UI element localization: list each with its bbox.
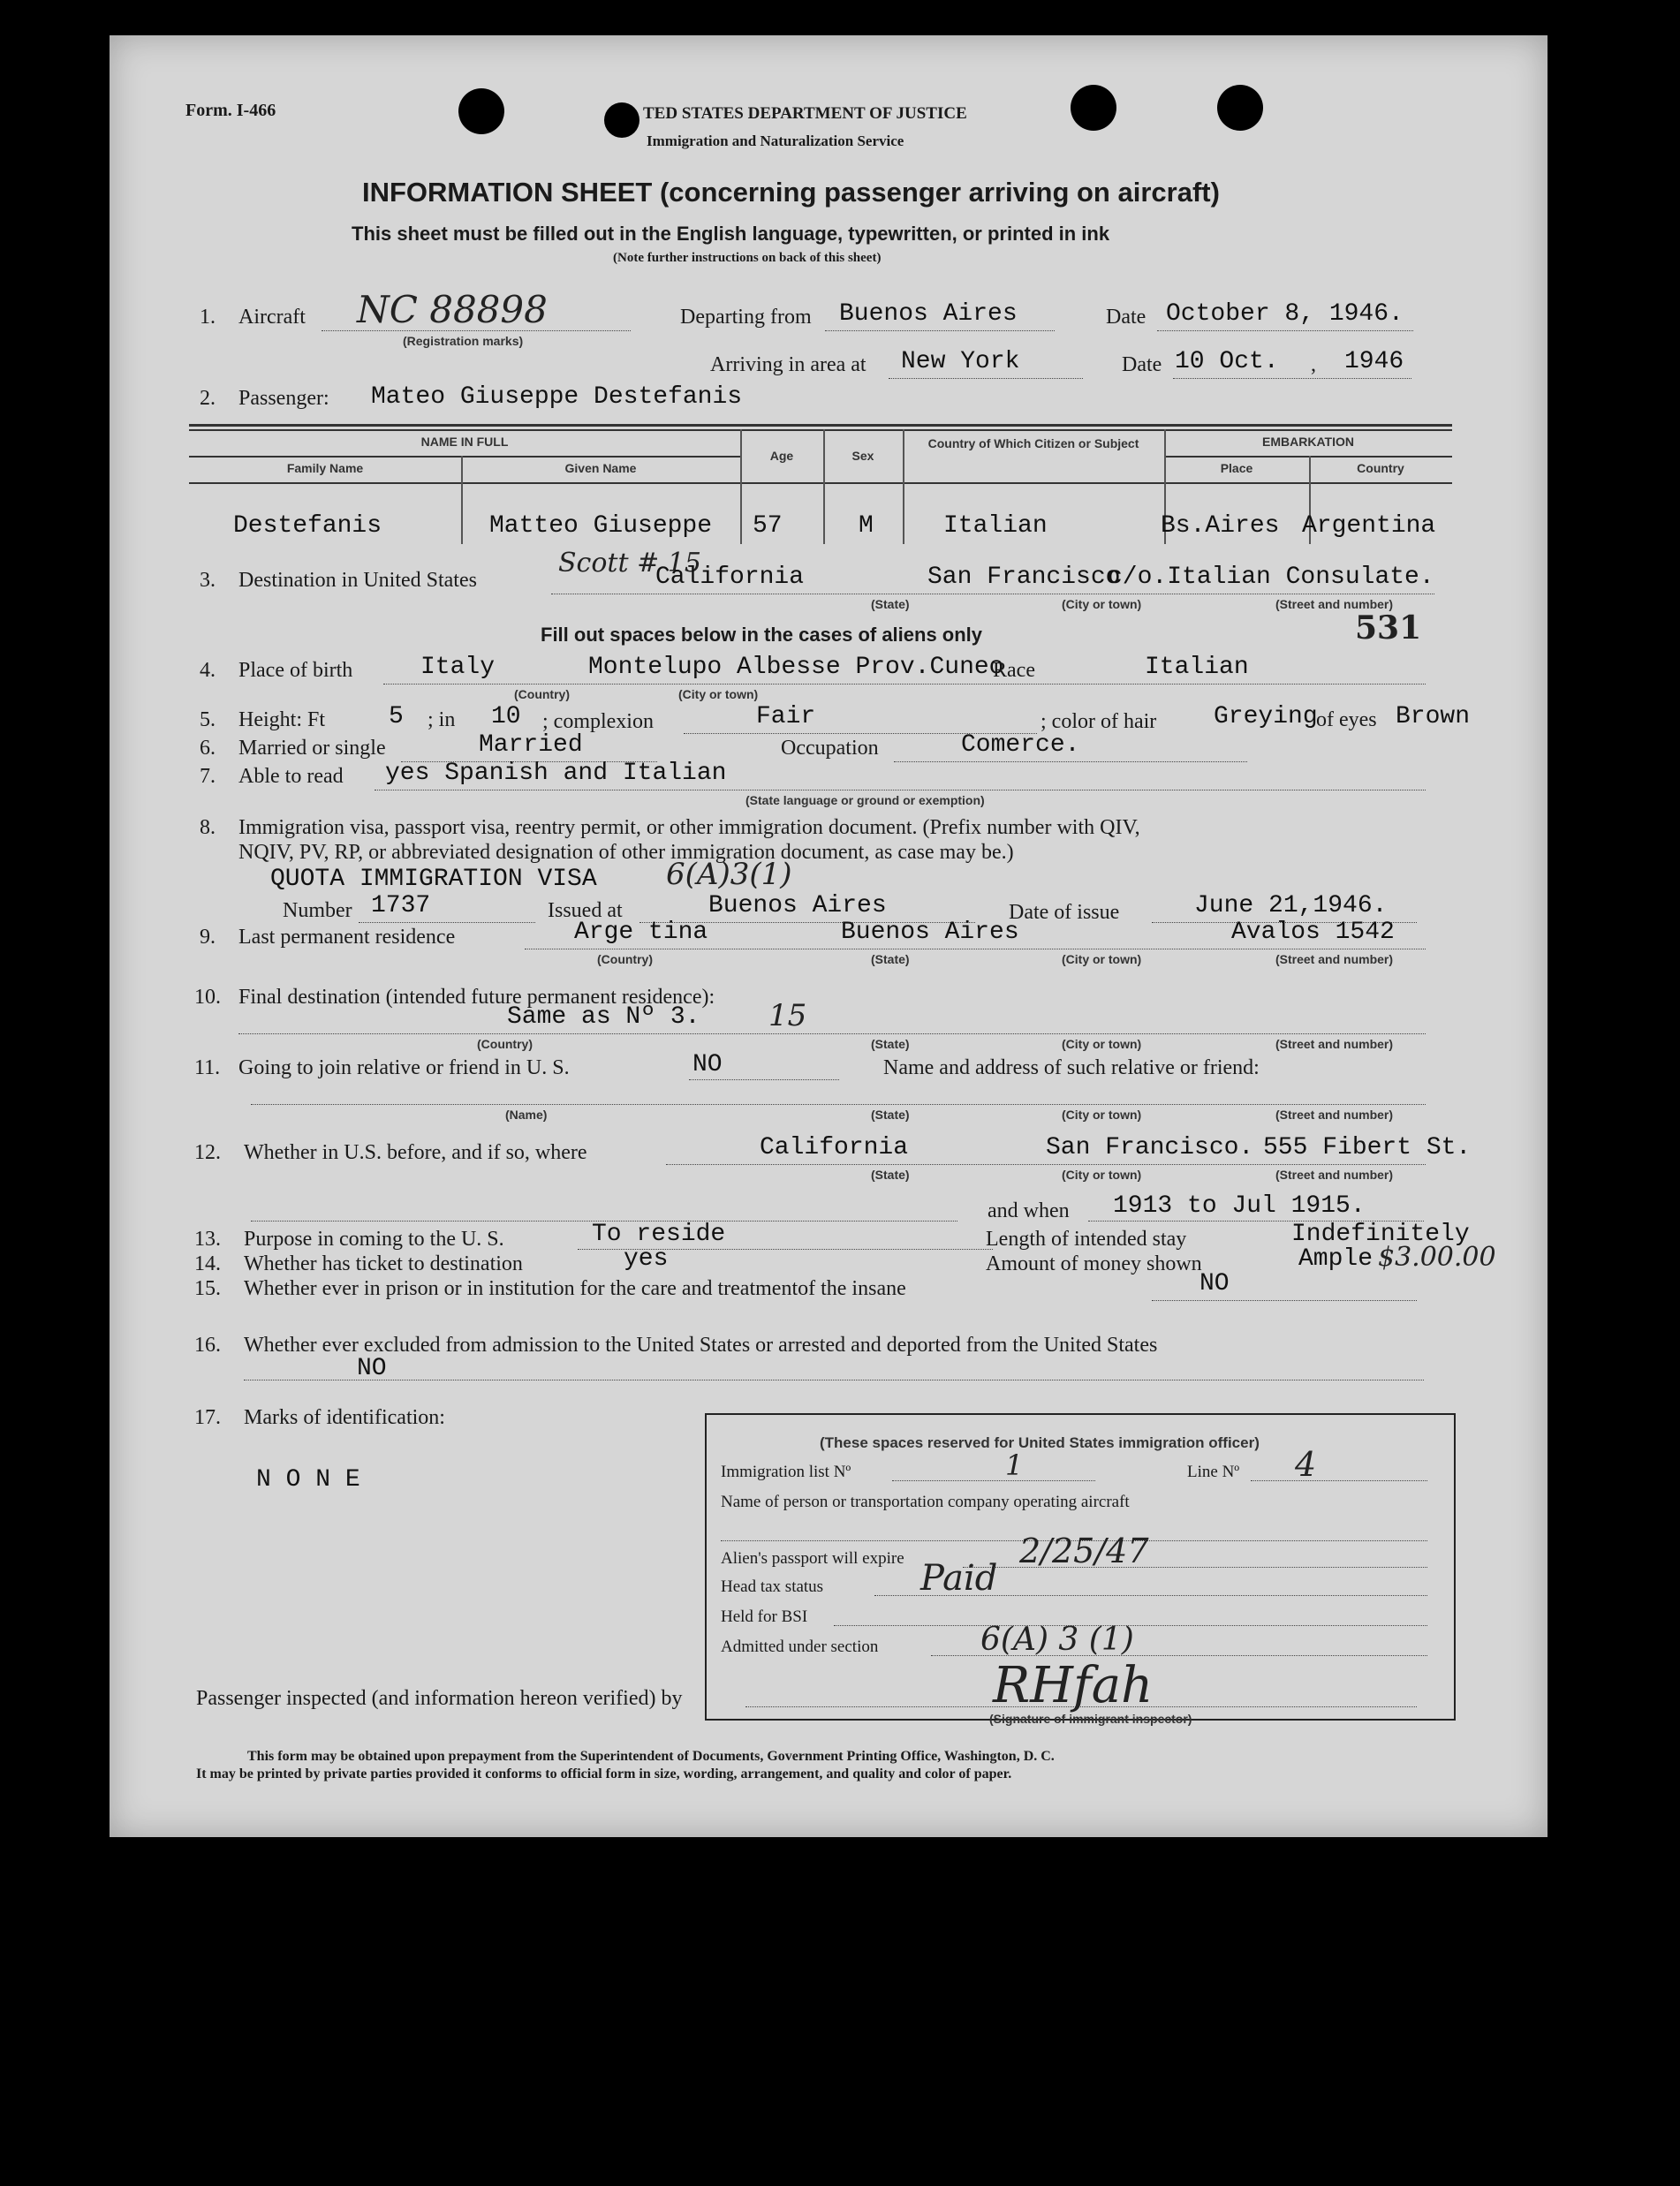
- field-line: [251, 1104, 1426, 1105]
- aliens-note: Fill out spaces below in the cases of aliens only: [541, 624, 983, 646]
- complexion-value: Fair: [756, 703, 816, 730]
- when-value: 1913 to Jul 1915.: [1113, 1192, 1366, 1220]
- passport-value: 2/25/47: [1019, 1532, 1149, 1570]
- list-value: 1: [1005, 1449, 1024, 1482]
- aircraft-value: NC 88898: [357, 288, 548, 331]
- birth-label: Place of birth: [238, 659, 353, 682]
- issued-value: Buenos Aires: [708, 892, 887, 919]
- join-value: NO: [692, 1051, 723, 1078]
- state-caption: (State): [871, 1168, 910, 1182]
- race-value: Italian: [1145, 654, 1249, 681]
- date-label: Date: [1106, 306, 1146, 329]
- service: Immigration and Naturalization Service: [647, 132, 904, 149]
- item-number: 4.: [200, 659, 216, 682]
- street-caption: (Street and number): [1275, 952, 1394, 966]
- height-ft: 5: [389, 703, 404, 730]
- item-number: 2.: [200, 387, 216, 410]
- field-line: [1173, 378, 1411, 379]
- field-line: [238, 1033, 1426, 1034]
- ticket-label: Whether has ticket to destination: [244, 1252, 523, 1275]
- name-label: Name of person or transportation company operating aircraft: [721, 1493, 1130, 1511]
- family-name-header: Family Name: [286, 461, 364, 475]
- birth-city: Montelupo Albesse Prov.Cuneo: [588, 654, 1004, 681]
- punch-hole: [458, 88, 504, 134]
- street-caption: (Street and number): [1275, 597, 1394, 611]
- field-line: [383, 684, 1426, 685]
- height-in: 10: [491, 703, 521, 730]
- visa-text-1: Immigration visa, passport visa, reentry permit, or other immigration document. (Prefix number with QIV,: [238, 816, 1140, 839]
- height-label: Height: Ft: [238, 708, 326, 731]
- city-caption: (City or town): [1062, 1168, 1142, 1182]
- item-number: 12.: [194, 1141, 221, 1164]
- passport-label: Alien's passport will expire: [721, 1549, 904, 1568]
- age-cell: 57: [753, 512, 783, 540]
- footer-line-1: This form may be obtained upon prepayment from the Superintendent of Documents, Government Printing Office, Washington, D. C.: [247, 1749, 1055, 1764]
- place-header: Place: [1220, 461, 1253, 475]
- place-cell: Bs.Aires: [1161, 512, 1280, 540]
- item-number: 15.: [194, 1277, 221, 1300]
- before-street: 555 Fibert St.: [1263, 1134, 1472, 1161]
- citizen-cell: Italian: [943, 512, 1048, 540]
- admitted-label: Admitted under section: [721, 1638, 879, 1656]
- field-line: [825, 330, 1055, 331]
- inspector-signature: RHfah: [993, 1657, 1154, 1714]
- country-caption: (Country): [514, 687, 570, 701]
- signature-caption: (Signature of immigrant inspector): [989, 1712, 1192, 1726]
- destination-city: San Francisco: [927, 564, 1121, 591]
- eyes-value: Brown: [1396, 703, 1471, 730]
- state-caption: (State): [871, 1037, 910, 1051]
- arriving-value: New York: [901, 348, 1020, 375]
- embarkation-header: EMBARKATION: [1262, 435, 1354, 449]
- field-line: [894, 761, 1247, 762]
- sex-header: Sex: [851, 449, 874, 463]
- name-caption: (Name): [505, 1108, 548, 1122]
- before-city: San Francisco.: [1046, 1134, 1254, 1161]
- sex-cell: M: [859, 512, 874, 540]
- departing-label: Departing from: [680, 306, 812, 329]
- age-header: Age: [769, 449, 794, 463]
- item-number: 5.: [200, 708, 216, 731]
- field-line: [1251, 1480, 1427, 1481]
- occupation-label: Occupation: [781, 737, 879, 760]
- final-label: Final destination (intended future permanent residence):: [238, 986, 715, 1009]
- annotation-531: 531: [1355, 609, 1422, 647]
- table-rule: [189, 456, 740, 458]
- visa-text-2: NQIV, PV, RP, or abbreviated designation of other immigration document, as case may be.): [238, 841, 1014, 864]
- departing-date: October 8, 1946.: [1166, 300, 1404, 328]
- note: (Note further instructions on back of this sheet): [613, 251, 882, 265]
- inspected-label: Passenger inspected (and information hereon verified) by: [196, 1687, 683, 1710]
- stay-label: Length of intended stay: [986, 1228, 1187, 1251]
- item-number: 11.: [194, 1056, 221, 1079]
- country-cell: Argentina: [1302, 512, 1436, 540]
- reg-marks-caption: (Registration marks): [403, 334, 524, 348]
- birth-country: Italy: [420, 654, 496, 681]
- emb-country-header: Country: [1357, 461, 1404, 475]
- passenger-value: Mateo Giuseppe Destefanis: [371, 383, 743, 411]
- item-number: 17.: [194, 1406, 221, 1429]
- visa-handwritten: 6(A)3(1): [666, 857, 792, 892]
- item-number: 8.: [200, 816, 216, 839]
- punch-hole: [604, 102, 639, 138]
- field-line: [666, 1164, 1426, 1165]
- punch-hole: [1217, 85, 1263, 131]
- residence-country: Arge tina: [574, 919, 708, 946]
- department: TED STATES DEPARTMENT OF JUSTICE: [643, 104, 967, 123]
- street-caption: (Street and number): [1275, 1108, 1394, 1122]
- item-number: 10.: [194, 986, 221, 1009]
- city-caption: (City or town): [678, 687, 759, 701]
- inch-label: ; in: [428, 708, 456, 731]
- subtitle: This sheet must be filled out in the English language, typewritten, or printed in ink: [352, 223, 1110, 245]
- arriving-date-label: Date: [1122, 353, 1162, 376]
- hair-label: ; color of hair: [1041, 710, 1157, 733]
- issued-label: Issued at: [548, 899, 623, 922]
- field-line: [359, 922, 535, 923]
- city-caption: (City or town): [1062, 1108, 1142, 1122]
- country-caption: (Country): [477, 1037, 533, 1051]
- city-caption: (City or town): [1062, 952, 1142, 966]
- field-line: [1157, 330, 1413, 331]
- purpose-label: Purpose in coming to the U. S.: [244, 1228, 504, 1251]
- visa-value: QUOTA IMMIGRATION VISA: [270, 866, 597, 893]
- field-line: [689, 1079, 839, 1080]
- read-label: Able to read: [238, 765, 344, 788]
- final-handwritten: 15: [768, 998, 807, 1033]
- form-page: [110, 35, 1548, 1837]
- date-of-issue-value: June 21,1946.: [1194, 892, 1388, 919]
- final-value: Same as Nº 3.: [507, 1003, 700, 1031]
- money-value: Ample: [1298, 1245, 1374, 1273]
- table-rule: [1164, 456, 1452, 458]
- residence-city: Buenos Aires: [841, 919, 1019, 946]
- before-state: California: [760, 1134, 909, 1161]
- bsi-label: Held for BSI: [721, 1607, 808, 1626]
- tax-value: Paid: [920, 1558, 998, 1599]
- residence-label: Last permanent residence: [238, 926, 456, 949]
- money-handwritten: $3.00.00: [1378, 1242, 1496, 1273]
- state-caption: (State): [871, 597, 910, 611]
- item-number: 6.: [200, 737, 216, 760]
- destination-state: California: [655, 564, 805, 591]
- item-number: 14.: [194, 1252, 221, 1275]
- residence-street: Avalos 1542: [1231, 919, 1395, 946]
- item-number: 9.: [200, 926, 216, 949]
- form-number: Form. I-466: [185, 101, 276, 120]
- purpose-value: To reside: [592, 1221, 726, 1248]
- married-value: Married: [479, 731, 583, 759]
- given-name-cell: Matteo Giuseppe: [489, 512, 713, 540]
- admitted-value: 6(A) 3 (1): [980, 1622, 1134, 1658]
- money-label: Amount of money shown: [986, 1252, 1202, 1275]
- name-in-full-header: NAME IN FULL: [420, 435, 509, 449]
- officer-box-title: (These spaces reserved for United States immigration officer): [820, 1434, 1260, 1451]
- given-name-header: Given Name: [564, 461, 637, 475]
- punch-hole: [1071, 85, 1116, 131]
- table-rule: [189, 482, 1452, 484]
- line-label: Line Nº: [1187, 1463, 1240, 1481]
- street-caption: (Street and number): [1275, 1037, 1394, 1051]
- table-rule: [189, 429, 1452, 431]
- arriving-label: Arriving in area at: [710, 353, 866, 376]
- passenger-label: Passenger:: [238, 387, 329, 410]
- number-label: Number: [283, 899, 352, 922]
- city-caption: (City or town): [1062, 1037, 1142, 1051]
- tax-label: Head tax status: [721, 1577, 824, 1596]
- line-value: 4: [1295, 1445, 1317, 1484]
- list-label: Immigration list Nº: [721, 1463, 851, 1481]
- state-caption: (State): [871, 952, 910, 966]
- prison-label: Whether ever in prison or in institution for the care and treatmentof the insane: [244, 1277, 906, 1300]
- married-label: Married or single: [238, 737, 386, 760]
- field-line: [892, 1480, 1095, 1481]
- when-label: and when: [988, 1199, 1070, 1222]
- destination-annotation: Scott # 15: [558, 548, 701, 579]
- family-name-cell: Destefanis: [233, 512, 382, 540]
- field-line: [889, 378, 1083, 379]
- item-number: 13.: [194, 1228, 221, 1251]
- field-line: [1152, 1300, 1417, 1301]
- destination-street: c/o.Italian Consulate.: [1108, 564, 1434, 591]
- hair-value: Greying: [1214, 703, 1318, 730]
- occupation-value: Comerce.: [961, 731, 1080, 759]
- marks-label: Marks of identification:: [244, 1406, 445, 1429]
- state-caption: (State): [871, 1108, 910, 1122]
- ticket-value: yes: [624, 1245, 669, 1273]
- complexion-label: ; complexion: [542, 710, 654, 733]
- city-caption: (City or town): [1062, 597, 1142, 611]
- country-caption: (Country): [597, 952, 653, 966]
- date-of-issue-label: Date of issue: [1009, 901, 1120, 924]
- citizen-header: Country of Which Citizen or Subject: [927, 436, 1139, 450]
- excluded-label: Whether ever excluded from admission to the United States or arrested and deported from the United States: [244, 1334, 1158, 1357]
- aircraft-label: Aircraft: [238, 306, 306, 329]
- street-caption: (Street and number): [1275, 1168, 1394, 1182]
- read-caption: (State language or ground or exemption): [745, 793, 985, 807]
- table-rule: [189, 424, 1452, 427]
- arriving-date: 10 Oct.: [1175, 348, 1279, 375]
- before-label: Whether in U.S. before, and if so, where: [244, 1141, 587, 1164]
- item-number: 1.: [200, 306, 216, 329]
- footer-line-2: It may be printed by private parties provided it conforms to official form in size, wording, arrangement, and quality and color of paper.: [196, 1766, 1012, 1781]
- stay-value: Indefinitely: [1291, 1221, 1470, 1248]
- table-divider: [740, 429, 742, 544]
- arriving-year: 1946: [1344, 348, 1404, 375]
- item-number: 16.: [194, 1334, 221, 1357]
- marks-value: N O N E: [256, 1466, 360, 1494]
- destination-label: Destination in United States: [238, 569, 477, 592]
- join-label: Going to join relative or friend in U. S.: [238, 1056, 570, 1079]
- item-number: 3.: [200, 569, 216, 592]
- year-separator: ,: [1311, 353, 1316, 376]
- table-divider: [823, 429, 825, 544]
- page-title: INFORMATION SHEET (concerning passenger arriving on aircraft): [362, 177, 1220, 208]
- departing-value: Buenos Aires: [839, 300, 1018, 328]
- excluded-value: NO: [357, 1355, 387, 1382]
- join-label-2: Name and address of such relative or friend:: [883, 1056, 1260, 1079]
- visa-number: 1737: [371, 892, 431, 919]
- item-number: 7.: [200, 765, 216, 788]
- eyes-label: of eyes: [1316, 708, 1377, 731]
- read-value: yes Spanish and Italian: [385, 760, 727, 787]
- prison-value: NO: [1199, 1270, 1230, 1297]
- race-label: Race: [993, 659, 1035, 682]
